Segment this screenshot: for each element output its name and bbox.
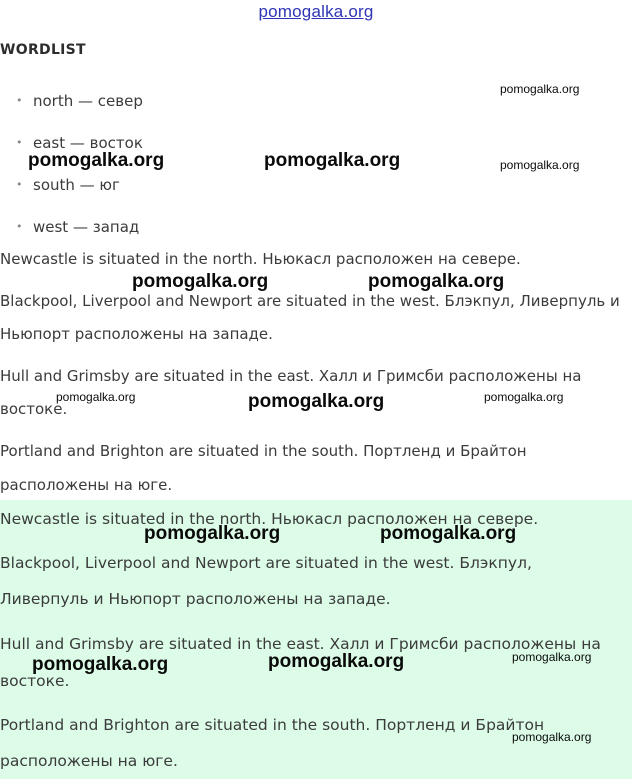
answer-line: расположены на юге. — [0, 752, 178, 770]
wordlist-item-label: east — восток — [33, 134, 143, 152]
answer-line: Ливерпуль и Ньюпорт расположены на западе. — [0, 590, 391, 608]
watermark: pomogalka.org — [264, 150, 401, 171]
watermark: pomogalka.org — [144, 523, 281, 544]
paragraph-line: Blackpool, Liverpool and Newport are situated in the west. Блэкпул, Ливерпуль и — [0, 292, 620, 310]
wordlist-item-south — [16, 176, 120, 194]
answer-line: Portland and Brighton are situated in the south. Портленд и Брайтон — [0, 716, 545, 734]
bullet-icon: • — [16, 178, 23, 191]
watermark: pomogalka.org — [28, 150, 165, 171]
bullet-icon: • — [16, 136, 23, 149]
watermark: pomogalka.org — [132, 271, 269, 292]
bullet-icon: • — [16, 94, 23, 107]
paragraph-line: Portland and Brighton are situated in the south. Портленд и Брайтон — [0, 442, 527, 460]
paragraph-line: расположены на юге. — [0, 476, 173, 494]
watermark: pomogalka.org — [32, 654, 169, 675]
answer-line: Blackpool, Liverpool and Newport are situated in the west. Блэкпул, — [0, 554, 532, 572]
watermark: pomogalka.org — [484, 390, 564, 404]
site-header-link[interactable]: pomogalka.org — [258, 2, 374, 21]
watermark: pomogalka.org — [56, 390, 136, 404]
watermark: pomogalka.org — [512, 730, 592, 744]
watermark: pomogalka.org — [512, 650, 592, 664]
answer-line: востоке. — [0, 672, 70, 690]
wordlist-item-north — [16, 92, 143, 110]
answer-line: Newcastle is situated in the north. Ньюкасл расположен на севере. — [0, 510, 539, 528]
watermark: pomogalka.org — [380, 523, 517, 544]
watermark: pomogalka.org — [268, 651, 405, 672]
paragraph-line: востоке. — [0, 400, 68, 418]
answer-line: Hull and Grimsby are situated in the east. Халл и Гримсби расположены на — [0, 635, 601, 653]
wordlist-item-label: south — юг — [33, 176, 120, 194]
paragraph-line: Newcastle is situated in the north. Ньюкасл расположен на севере. — [0, 250, 521, 268]
watermark: pomogalka.org — [248, 391, 385, 412]
paragraph-line: Hull and Grimsby are situated in the east. Халл и Гримсби расположены на — [0, 367, 582, 385]
wordlist-item-label: west — запад — [33, 218, 140, 236]
wordlist-item-west — [16, 218, 139, 236]
wordlist-item-label: north — север — [33, 92, 143, 110]
bullet-icon: • — [16, 220, 23, 233]
wordlist-heading: WORDLIST — [0, 42, 86, 58]
watermark: pomogalka.org — [368, 271, 505, 292]
paragraph-line: Ньюпорт расположены на западе. — [0, 325, 273, 343]
watermark: pomogalka.org — [500, 158, 580, 172]
watermark: pomogalka.org — [500, 82, 580, 96]
